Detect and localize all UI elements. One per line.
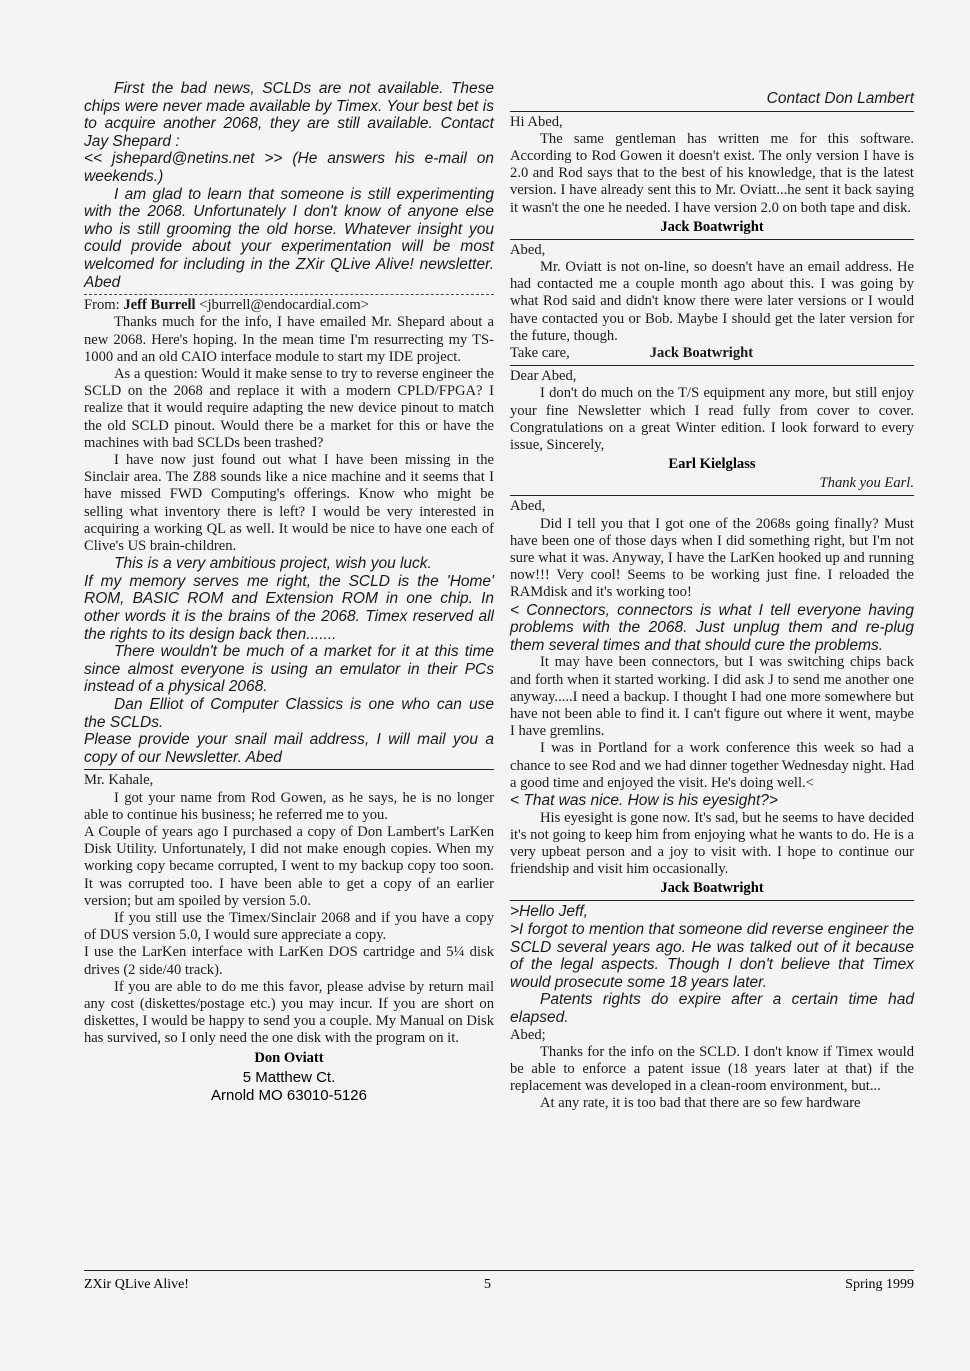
letter-paragraph: Mr. Oviatt is not on-line, so doesn't have an email address. He had contacted me a couple month ago about this. I was going by what Rod said and didn't know there were later versions or I would have contacted you or Bob. Maybe I should get the later version for the future, though. (510, 259, 914, 344)
signature-address: Arnold MO 63010-5126 (211, 1086, 367, 1104)
closing-line (510, 345, 914, 362)
letter-paragraph: I have now just found out what I have been missing in the Sinclair area. The Z88 sounds like a nice machine and it seems that I have missed FWD Computing's offerings. Know who might be selling what inventory there is left? I would be very interested in acquiring a working QL as well. It would be nice to have one each of Clive's US brain-children. (84, 451, 494, 554)
letter-paragraph: If you still use the Timex/Sinclair 2068 and if you have a copy of DUS version 5.0, I would sure appreciate a copy. (84, 909, 494, 944)
salutation: Abed, (510, 241, 546, 258)
reply-paragraph: This is a very ambitious project, wish you luck. (114, 555, 432, 573)
reply-paragraph: < That was nice. How is his eyesight?> (510, 792, 778, 810)
letter-paragraph: I use the LarKen interface with LarKen DOS cartridge and 5¼ disk drives (2 side/40 track). (84, 944, 494, 978)
salutation: Mr. Kahale, (84, 772, 154, 789)
reply-paragraph: Patents rights do expire after a certain time had elapsed. (510, 991, 914, 1027)
divider (510, 111, 914, 112)
letter-paragraph: Thanks much for the info, I have emailed Mr. Shepard about a new 2068. Here's hoping. In the mean time I'm resurrecting my TS-1000 and an old CAIO interface module to start my IDE project. (84, 314, 494, 365)
letter-paragraph: At any rate, it is too bad that there are so few hardware (540, 1095, 861, 1112)
reply-salutation: >Hello Jeff, (510, 903, 588, 921)
salutation: Abed; (510, 1026, 546, 1043)
reply-paragraph: If my memory serves me right, the SCLD is the 'Home' ROM, BASIC ROM and Extension ROM in one chip. In other words it is the brains of the 2068. Timex reserved all the rights to its design back then....... (84, 572, 494, 643)
reply-glad: I am glad to learn that someone is still experimenting with the 2068. Unfortunately I don't know of anyone else who is still grooming the old horse. Whatever insight you could provide about your experimentation will be most welcomed for including in the ZXir QLive Alive! newsletter. Abed (84, 185, 494, 291)
letter-paragraph: Thanks for the info on the SCLD. I don't know if Timex would be able to enforce a patent issue (18 years later at that) if the replacement was developed in a clean-room environment, but... (510, 1043, 914, 1095)
reply-paragraph: There wouldn't be much of a market for it at this time since almost everyone is using an emulator in their PCs instead of a physical 2068. (84, 643, 494, 696)
reply-paragraph: >I forgot to mention that someone did reverse engineer the SCLD several years ago. He was talked out of it because of the legal aspects. Though I don't believe that Timex would prosecute some 18 years later. (510, 921, 914, 991)
left-column (84, 80, 494, 1105)
from-name: Jeff Burrell (123, 297, 196, 314)
divider (510, 365, 914, 366)
salutation: Hi Abed, (510, 113, 563, 130)
letter-paragraph: I was in Portland for a work conference this week so had a chance to see Rod and we had dinner together Wednesday night. Had a good time and enjoyed the visit. He's doing well.< (510, 740, 914, 791)
signature-name: Jack Boatwright (660, 880, 764, 897)
divider (84, 294, 494, 295)
signature-name: Don Oviatt (254, 1049, 324, 1066)
reply-paragraph: Please provide your snail mail address, I will mail you a copy of our Newsletter. Abed (84, 731, 494, 766)
from-email: <jburrell@endocardial.com> (195, 297, 369, 314)
letter-paragraph: If you are able to do me this favor, please advise by return mail any cost (diskettes/postage etc.) you may incur. If you are short on diskettes, I would be happy to send you a couple. My Manual on Disk has survived, so I only need the one disk with the program on it. (84, 978, 494, 1047)
divider (84, 769, 494, 770)
letter-paragraph: I don't do much on the T/S equipment any more, but still enjoy your fine Newsletter which I read fully from cover to cover. Congratulations on a great Winter edition. I look forward to every issue, Sincerely, (510, 385, 914, 454)
divider (510, 900, 914, 901)
closing: Take care, (510, 345, 570, 362)
footer-publication: ZXir QLive Alive! (84, 1277, 189, 1292)
letter-paragraph: His eyesight is gone now. It's sad, but he seems to have decided it's not going to keep him from enjoying what he wants to do. He is a very upbeat person and a joy to visit with. I hope to continue our friendship and visit him occasionally. (510, 809, 914, 878)
reply-bad-news: First the bad news, SCLDs are not available. These chips were never made available by Timex. Your best bet is to acquire another 2068, they are still available. Contact Jay Shepard : (84, 80, 494, 150)
letter-paragraph: Did I tell you that I got one of the 2068s going finally? Must have been one of those days when I did something right, but I'm not sure what it was. Anyway, I have the LarKen hooked up and running now!!! Very cool! Seems to be working just fine. I reloaded the RAMdisk and it's working too! (510, 515, 914, 601)
reply-paragraph: < Connectors, connectors is what I tell everyone having problems with the 2068. Just unplug them and re-plug them several times and that should cure the problems. (510, 601, 914, 654)
contact-heading: Contact Don Lambert (766, 90, 914, 107)
reply-email-contact: << jshepard@netins.net >> (He answers his e-mail on weekends.) (84, 150, 494, 185)
divider (510, 495, 914, 496)
signature-name: Jack Boatwright (660, 218, 764, 235)
letter-paragraph: The same gentleman has written me for this software. According to Rod Gowen it doesn't exist. The only version I have is 2.0 and Rod says that to the best of his knowledge, that is the latest version. I have already sent this to Mr. Oviatt...he sent it back saying it wasn't the one he needed. I have version 2.0 on both tape and disk. (510, 130, 914, 216)
page-number: 5 (484, 1277, 491, 1292)
footer-issue: Spring 1999 (845, 1277, 914, 1292)
from-line (84, 297, 494, 314)
salutation: Dear Abed, (510, 368, 577, 385)
letter-paragraph: As a question: Would it make sense to try to reverse engineer the SCLD on the 2068 and replace it with a modern CPLD/FPGA? I realize that it would require adapting the new device pinout to match the old SCLD pinout. Would there be a market for this or have the machines with bad SCLDs been trashed? (84, 365, 494, 451)
letter-paragraph: It may have been connectors, but I was switching chips back and forth when it started working. I did ask J to send me another one anyway.....I need a backup. I thought I had one more somewhere but have not been able to find it. I can't figure out where it went, maybe I have gremlins. (510, 654, 914, 740)
signature-name: Jack Boatwright (649, 345, 754, 362)
page-footer (84, 1270, 914, 1292)
reply-paragraph: Dan Elliot of Computer Classics is one who can use the SCLDs. (84, 695, 494, 731)
thanks-note: Thank you Earl. (819, 475, 914, 492)
letter-paragraph: I got your name from Rod Gowen, as he says, he is no longer able to continue his business; he referred me to you. (84, 789, 494, 823)
salutation: Abed, (510, 498, 546, 515)
divider (510, 239, 914, 240)
signature-name: Earl Kielglass (668, 456, 756, 473)
letter-paragraph: A Couple of years ago I purchased a copy of Don Lambert's LarKen Disk Utility. Unfortunately, I did not make enough copies. When my working copy became corrupted, I went to my backup copy too soon. It was corrupted too. I have been able to get a copy of an earlier version; but am spoiled by version 5.0. (84, 823, 494, 909)
right-column (510, 90, 914, 1113)
signature-address: 5 Matthew Ct. (242, 1068, 336, 1086)
from-label: From: (84, 297, 124, 314)
